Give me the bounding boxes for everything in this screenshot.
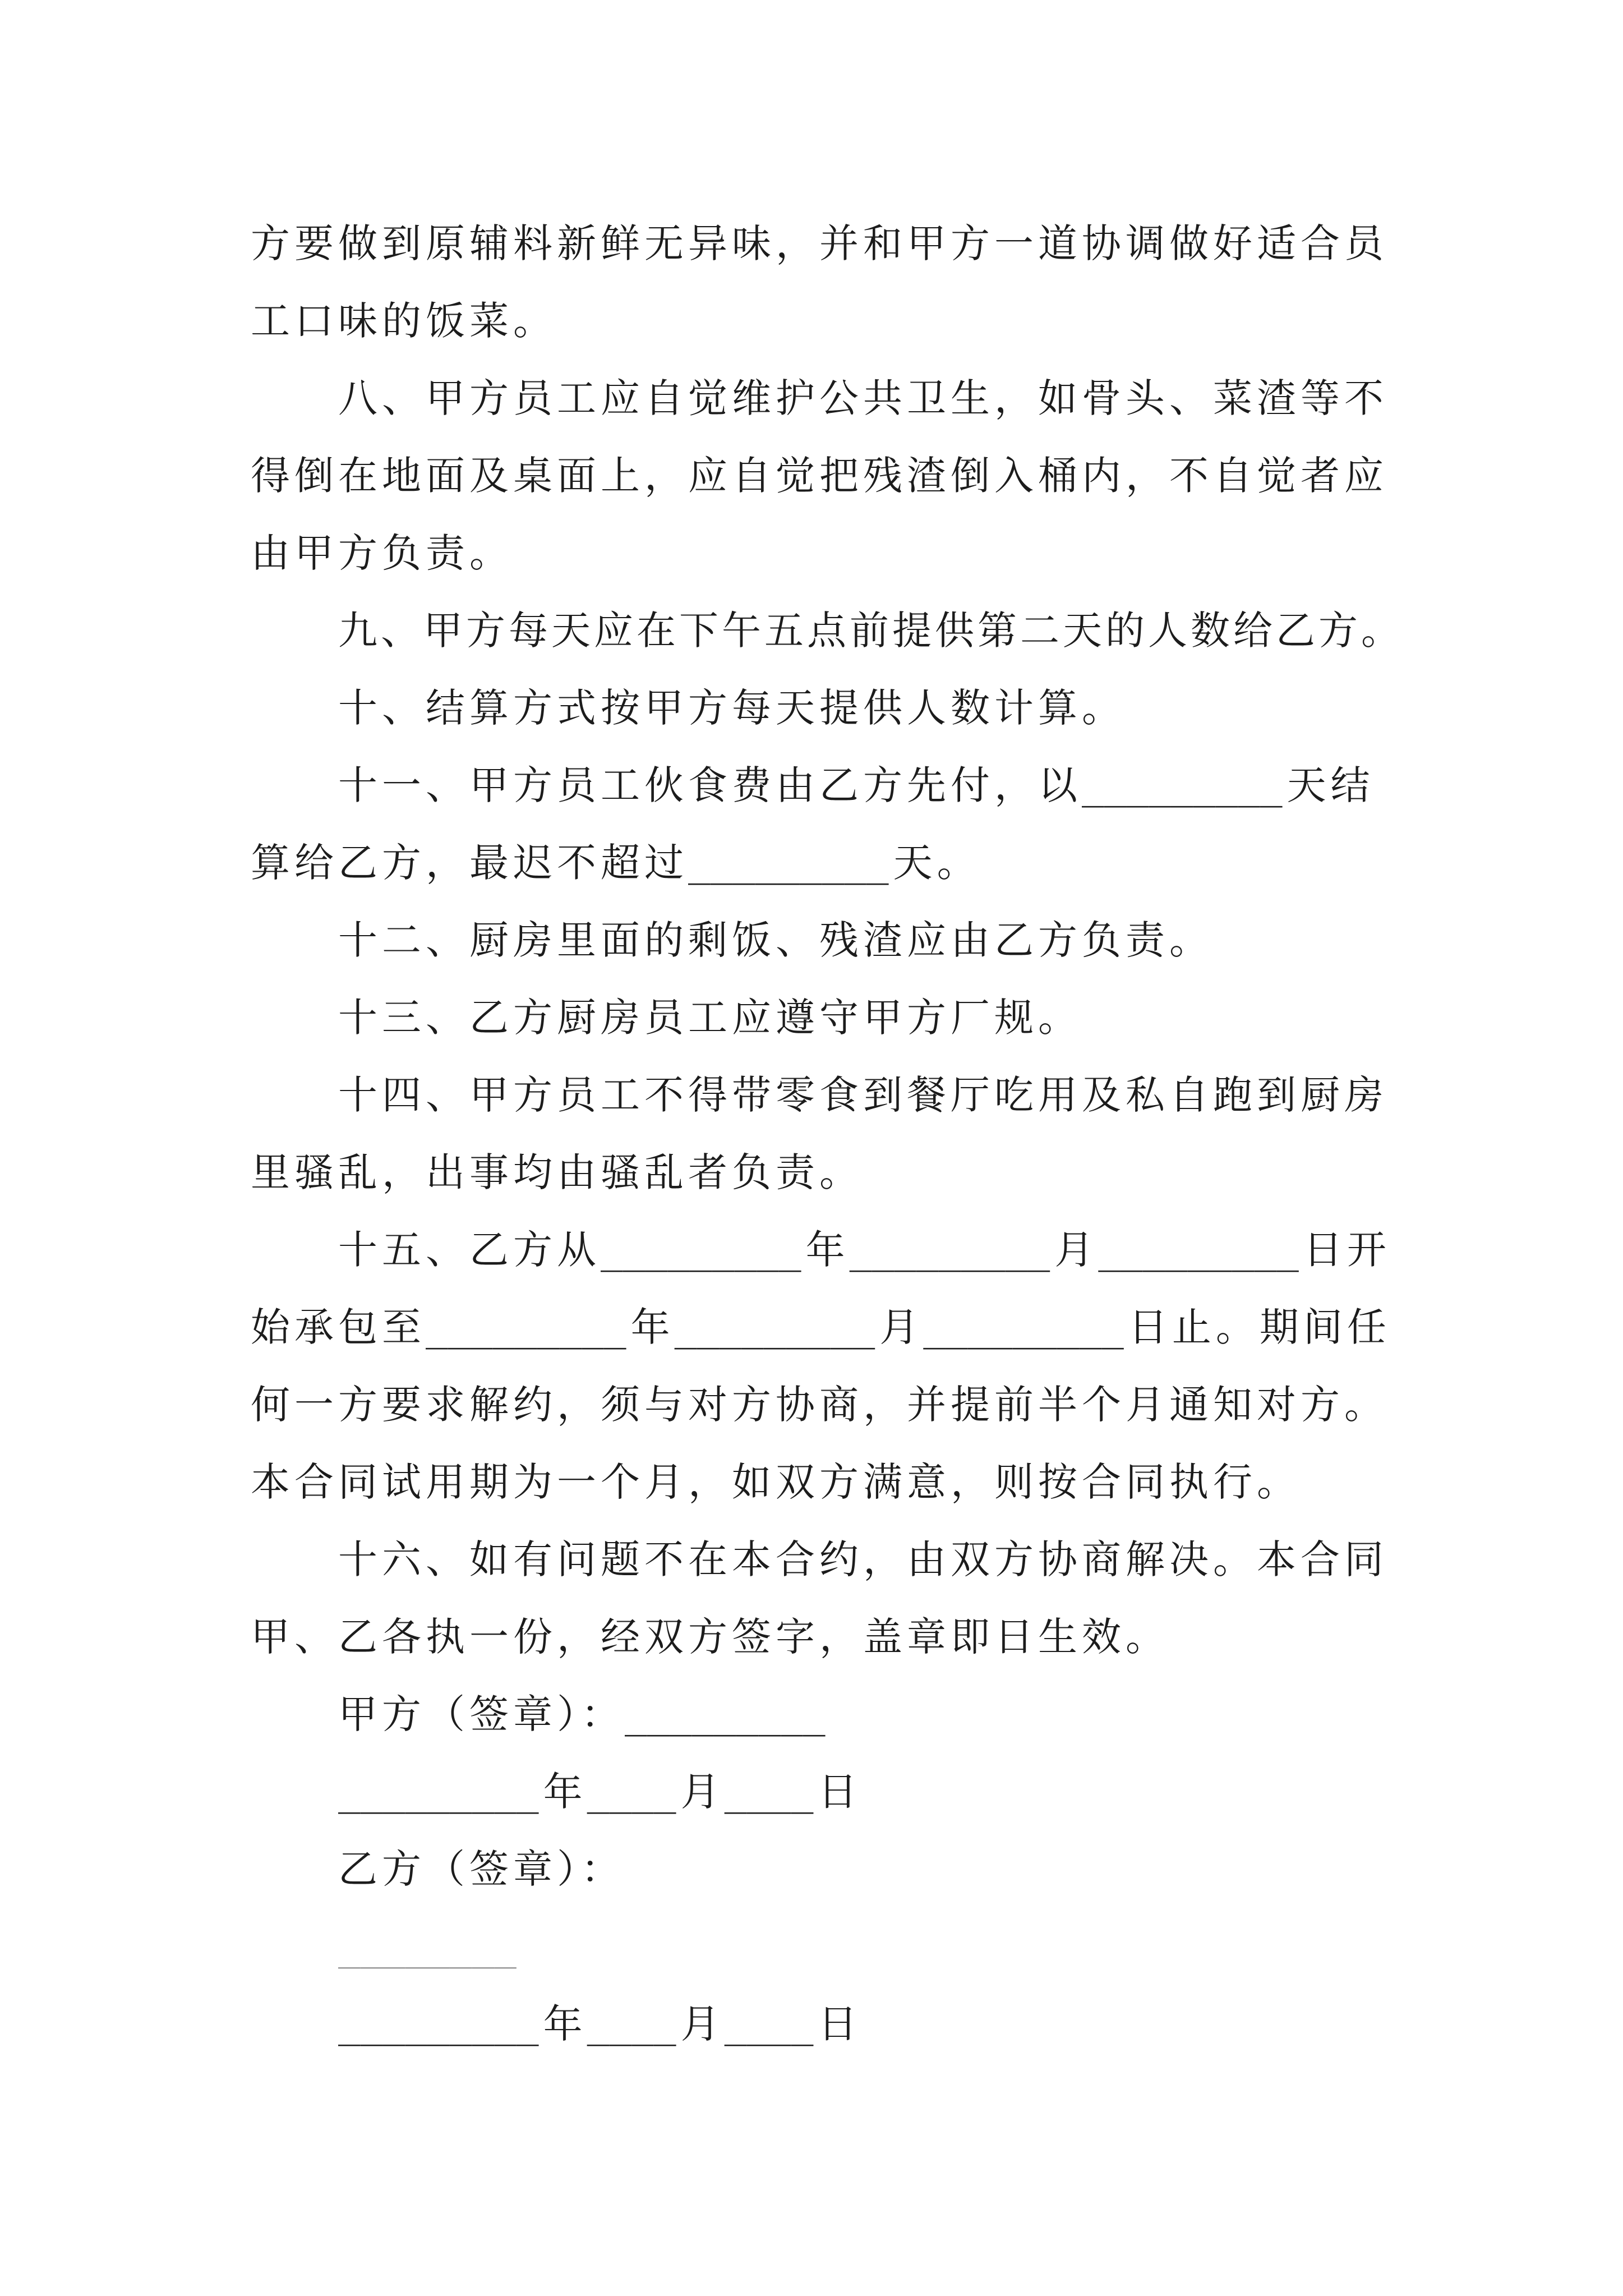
fill-in-blank: _________ [688, 842, 889, 885]
text-line [251, 437, 1404, 514]
year-label: 年 [543, 2001, 587, 2047]
text-segment: 算给乙方，最迟不超过 [251, 840, 688, 886]
text-line [251, 669, 1404, 747]
text-segment: 由甲方负责。 [251, 530, 513, 576]
text-segment: 工口味的饭菜。 [251, 298, 557, 344]
text-line [251, 1056, 1404, 1134]
text-line [251, 979, 1404, 1056]
text-line [251, 1521, 1404, 1598]
text-line [251, 282, 1404, 360]
contract-text [251, 205, 1404, 2063]
fill-in-blank: _________ [601, 1229, 801, 1272]
clause-8 [251, 360, 1404, 592]
text-line [251, 205, 1404, 282]
day-label: 日 [818, 1769, 862, 1815]
party-a-signature [251, 1676, 1404, 1830]
text-segment: 天。 [893, 840, 981, 886]
fill-in-blank: _________ [1082, 765, 1283, 808]
date-line [251, 1753, 1404, 1830]
text-segment: 日止。期间任 [1128, 1304, 1391, 1350]
text-line [251, 360, 1404, 437]
text-segment: 始承包至 [251, 1304, 426, 1350]
fill-in-blank: _________ [426, 1306, 626, 1350]
text-segment: 十四、甲方员工不得带零食到餐厅吃用及私自跑到厨房 [338, 1072, 1388, 1118]
text-line [251, 1598, 1404, 1676]
signature-label: 乙方（签章）： [338, 1846, 625, 1892]
text-segment: 十六、如有问题不在本合约，由双方协商解决。本合同 [338, 1536, 1388, 1582]
year-blank: _________ [338, 2003, 539, 2046]
signature-blank: ________ [338, 1926, 517, 1969]
signature-line [251, 1830, 1404, 1908]
clause-16 [251, 1521, 1404, 1676]
text-segment: 十二、厨房里面的剩饭、残渣应由乙方负责。 [338, 917, 1213, 963]
date-line [251, 1985, 1404, 2063]
signature-label: 甲方（签章）： [338, 1691, 625, 1737]
month-blank: ____ [587, 2003, 676, 2046]
month-label: 月 [680, 1769, 725, 1815]
text-line [251, 824, 1404, 901]
text-segment: 何一方要求解约，须与对方协商，并提前半个月通知对方。 [251, 1382, 1388, 1428]
clause-13 [251, 979, 1404, 1056]
clause-15 [251, 1211, 1404, 1521]
text-segment: 里骚乱，出事均由骚乱者负责。 [251, 1149, 863, 1195]
text-segment: 天结 [1287, 762, 1375, 808]
text-segment: 月 [879, 1304, 924, 1350]
clause-12 [251, 901, 1404, 979]
day-label: 日 [818, 2001, 862, 2047]
text-segment: 八、甲方员工应自觉维护公共卫生，如骨头、菜渣等不 [338, 375, 1388, 421]
text-line [251, 1289, 1404, 1366]
text-segment: 年 [630, 1304, 675, 1350]
month-blank: ____ [587, 1771, 676, 1814]
signature-line [251, 1676, 1404, 1753]
text-line [251, 747, 1404, 824]
text-segment: 本合同试用期为一个月，如双方满意，则按合同执行。 [251, 1459, 1301, 1505]
fill-in-blank: _________ [674, 1306, 875, 1350]
text-line [251, 514, 1404, 592]
signature-block [251, 1676, 1404, 2063]
text-segment: 十一、甲方员工伙食费由乙方先付，以 [338, 762, 1082, 808]
text-line [251, 901, 1404, 979]
text-line [251, 1134, 1404, 1211]
year-blank: _________ [338, 1771, 539, 1814]
fill-in-blank: _________ [923, 1306, 1124, 1350]
fill-in-blank: _________ [1098, 1229, 1299, 1272]
text-segment: 月 [1054, 1227, 1099, 1273]
signature-blank-line [251, 1908, 1404, 1985]
text-segment: 日开 [1303, 1227, 1391, 1273]
text-line [251, 1366, 1404, 1443]
text-line [251, 1211, 1404, 1289]
text-segment: 方要做到原辅料新鲜无异味，并和甲方一道协调做好适合员 [251, 220, 1388, 266]
signature-blank: _________ [625, 1694, 826, 1737]
clause-9 [251, 592, 1404, 669]
party-b-signature [251, 1830, 1404, 2063]
day-blank: ____ [724, 1771, 814, 1814]
text-line [251, 1443, 1404, 1521]
clause-14 [251, 1056, 1404, 1211]
year-label: 年 [543, 1769, 587, 1815]
text-segment: 十三、乙方厨房员工应遵守甲方厂规。 [338, 995, 1082, 1041]
text-segment: 得倒在地面及桌面上，应自觉把残渣倒入桶内，不自觉者应 [251, 453, 1388, 499]
clause-10 [251, 669, 1404, 747]
text-line [251, 592, 1404, 669]
text-segment: 年 [805, 1227, 850, 1273]
text-segment: 十、结算方式按甲方每天提供人数计算。 [338, 685, 1126, 731]
clause-7-continuation [251, 205, 1404, 360]
fill-in-blank: _________ [849, 1229, 1050, 1272]
day-blank: ____ [724, 2003, 814, 2046]
text-segment: 十五、乙方从 [338, 1227, 601, 1273]
clause-11 [251, 747, 1404, 901]
month-label: 月 [680, 2001, 725, 2047]
text-segment: 九、甲方每天应在下午五点前提供第二天的人数给乙方。 [338, 608, 1404, 654]
text-segment: 甲、乙各执一份，经双方签字，盖章即日生效。 [251, 1614, 1169, 1660]
